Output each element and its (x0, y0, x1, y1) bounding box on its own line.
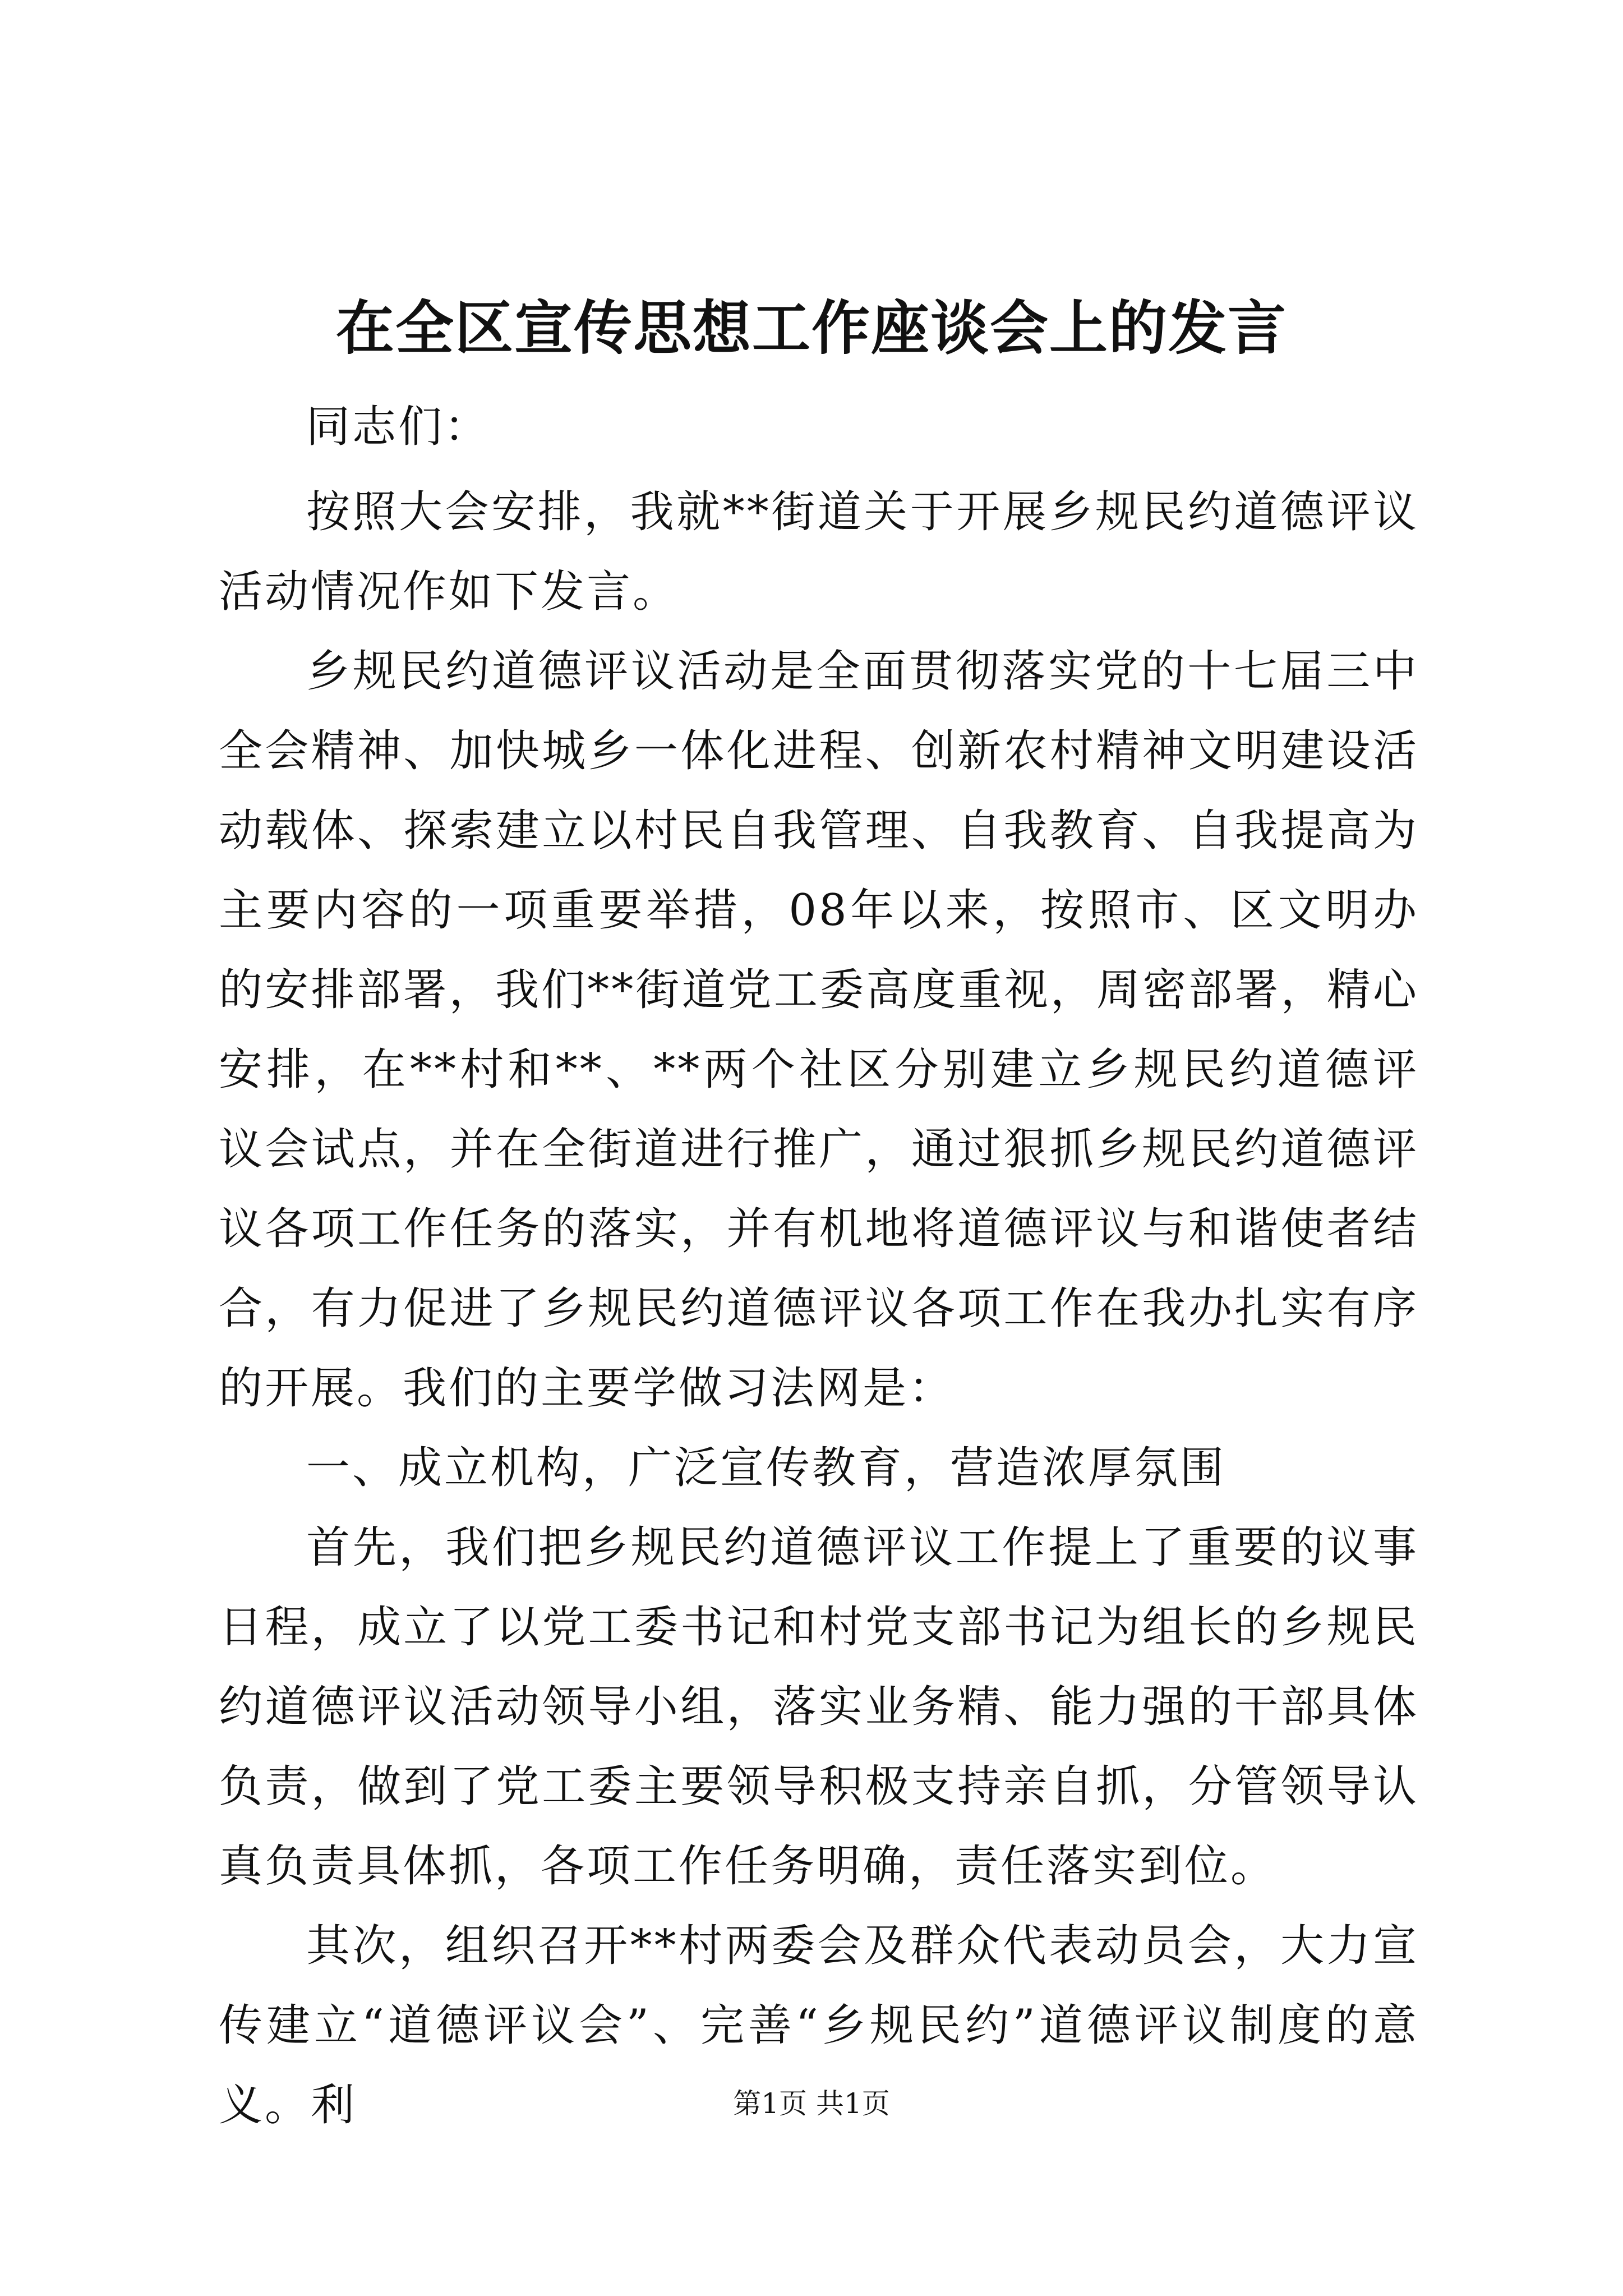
paragraph-background: 乡规民约道德评议活动是全面贯彻落实党的十七届三中全会精神、加快城乡一体化进程、创新农村精神文明建设活动载体、探索建立以村民自我管理、自我教育、自我提高为主要内容的一项重要举措，08年以来，按照市、区文明办的安排部署，我们**街道党工委高度重视，周密部署，精心安排，在**村和**、**两个社区分别建立乡规民约道德评议会试点，并在全街道进行推广，通过狠抓乡规民约道德评议各项工作任务的落实，并有机地将道德评议与和谐使者结合，有力促进了乡规民约道德评议各项工作在我办扎实有序的开展。我们的主要学做习法网是： (219, 646, 1419, 1414)
paragraph-second: 其次，组织召开**村两委会及群众代表动员会，大力宣传建立“道德评议会”、完善“乡规民约”道德评议制度的意义。利 (219, 1921, 1419, 2131)
paragraph-intro: 按照大会安排，我就**街道关于开展乡规民约道德评议活动情况作如下发言。 (219, 487, 1419, 617)
document-body (219, 387, 1419, 2145)
paragraph-first: 首先，我们把乡规民约道德评议工作提上了重要的议事日程，成立了以党工委书记和村党支部书记为组长的乡规民约道德评议活动领导小组，落实业务精、能力强的干部具体负责，做到了党工委主要领导积极支持亲自抓，分管领导认真负责具体抓，各项工作任务明确，责任落实到位。 (219, 1522, 1419, 1892)
page-footer: 第1页 共1页 (733, 2087, 890, 2120)
document-title: 在全区宣传思想工作座谈会上的发言 (335, 293, 1287, 362)
section-heading: 一、成立机构，广泛宣传教育，营造浓厚氛围 (306, 1443, 1227, 1493)
salutation: 同志们： (306, 402, 491, 452)
